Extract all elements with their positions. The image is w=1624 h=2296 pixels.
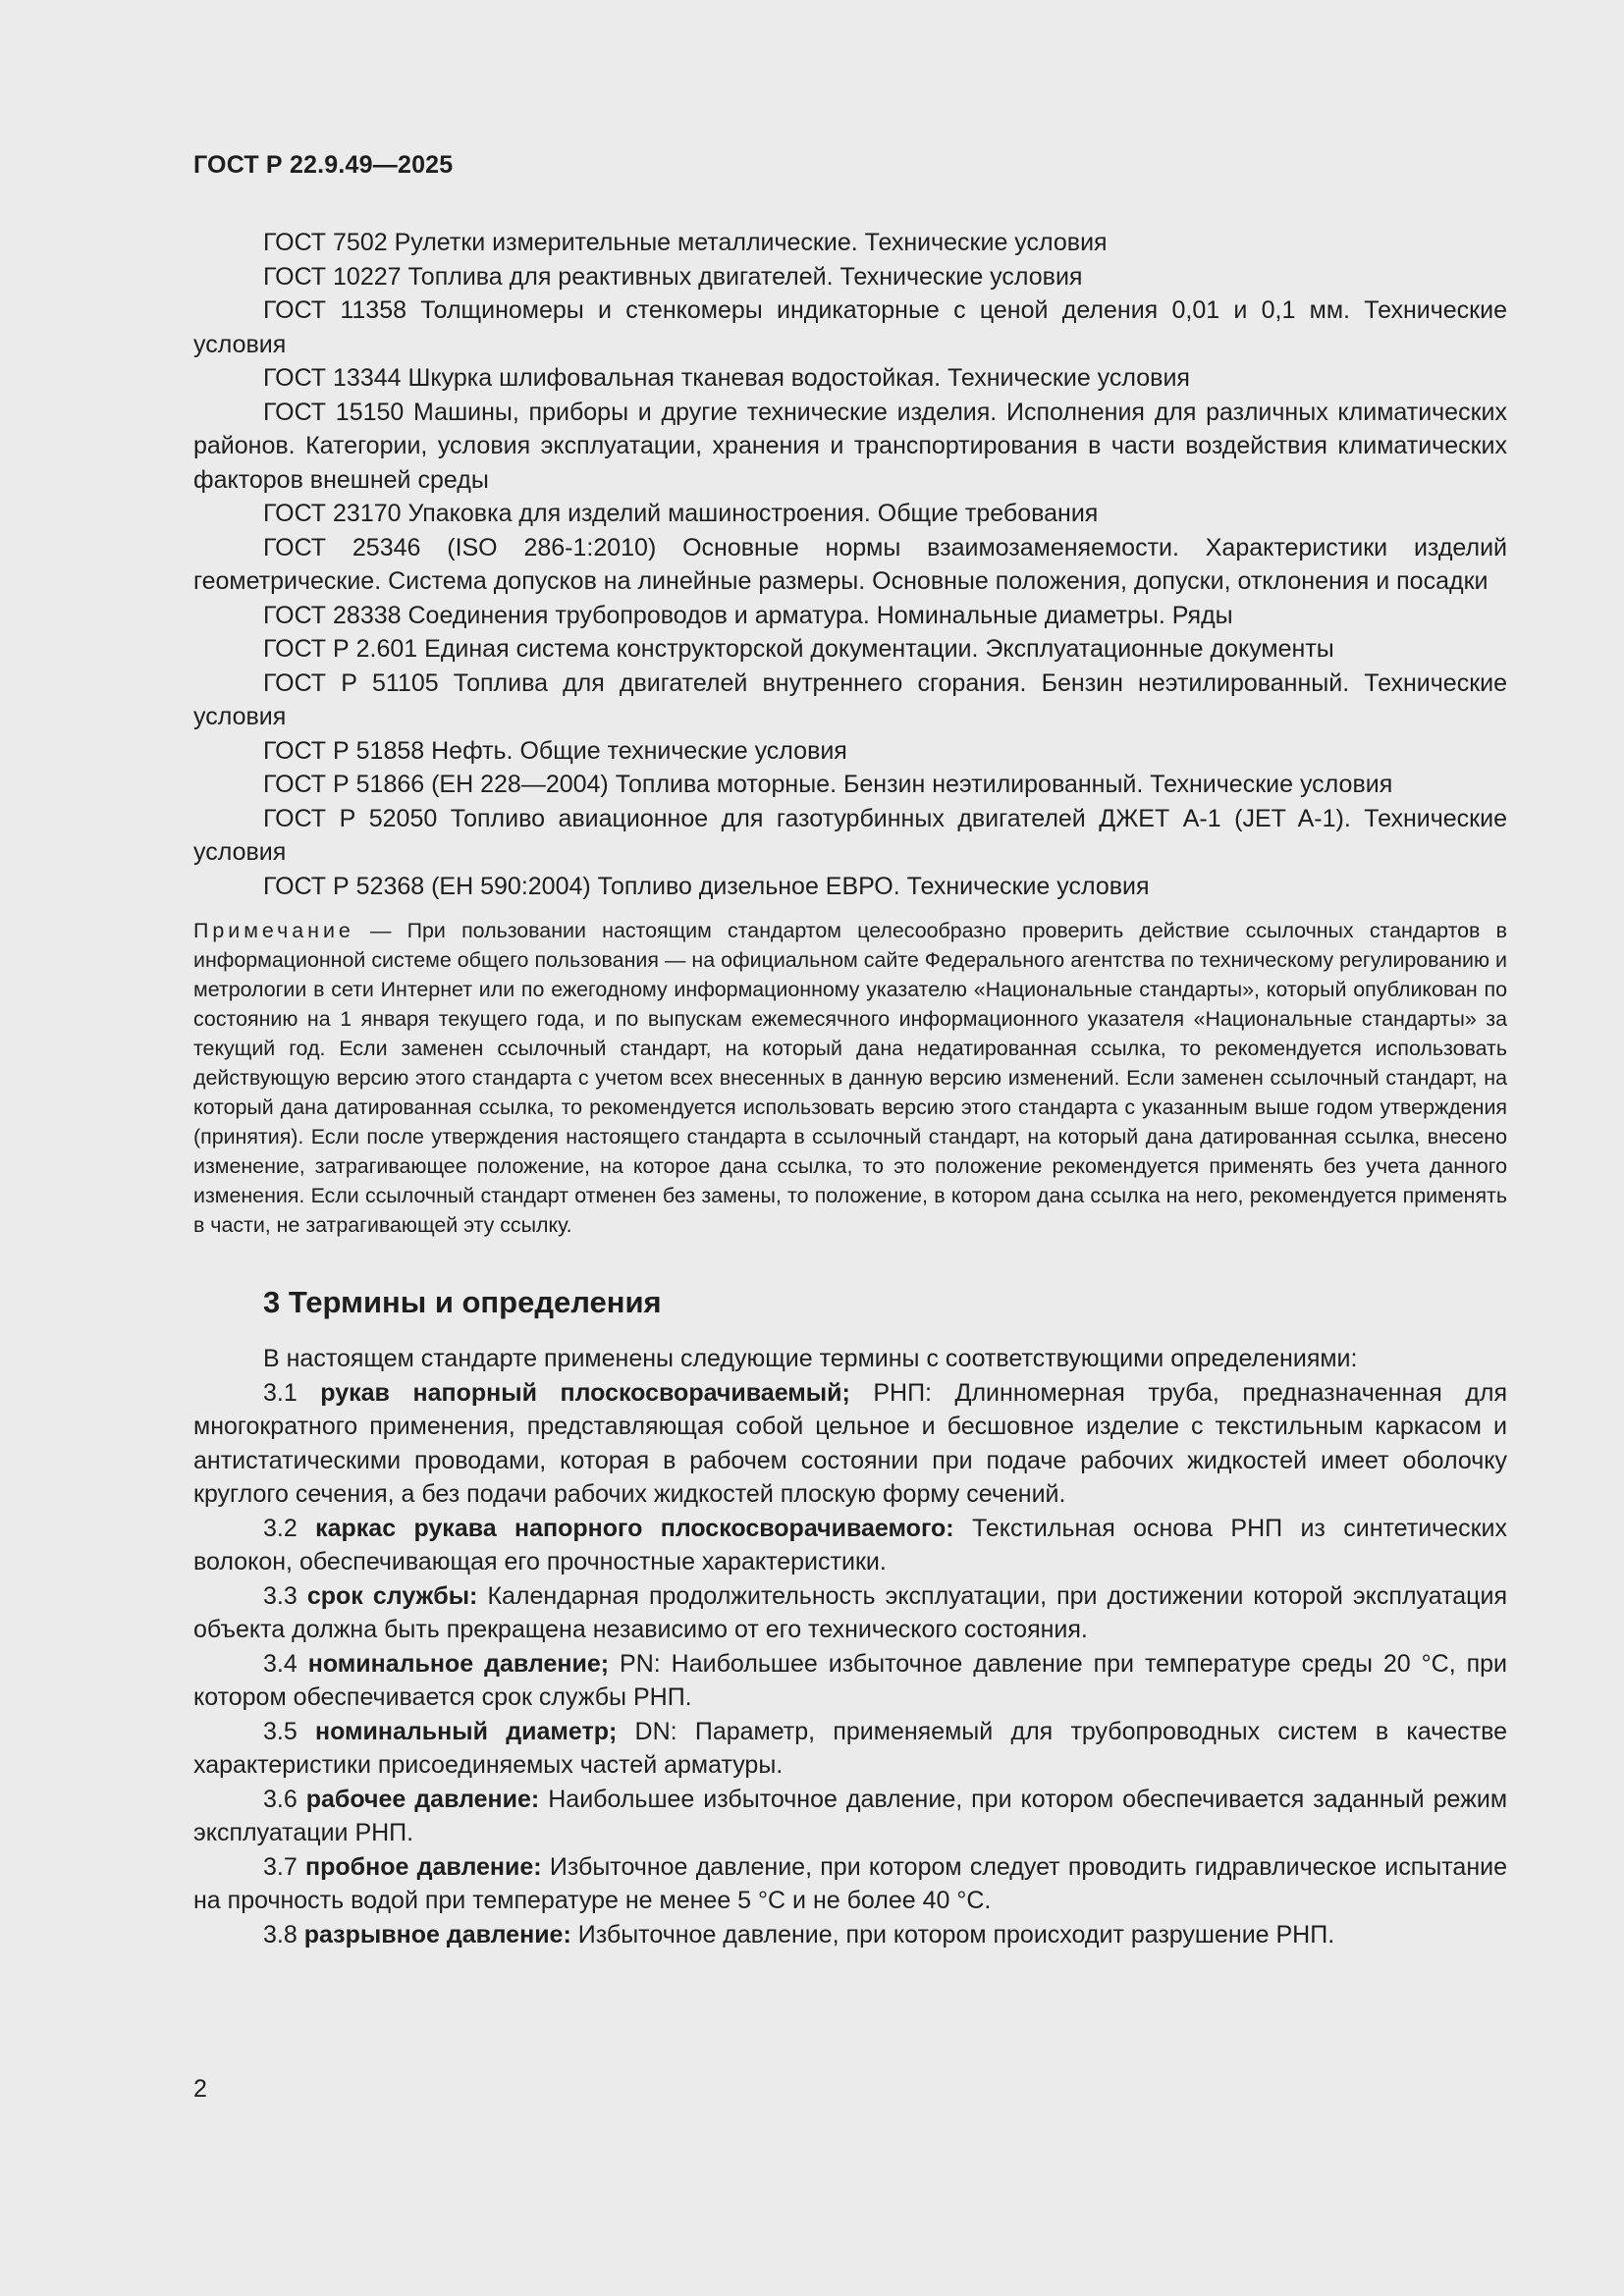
reference-item: ГОСТ 28338 Соединения трубопроводов и арматура. Номинальные диаметры. Ряды <box>263 601 1233 629</box>
term-number: 3.6 <box>263 1785 306 1813</box>
term-name: разрывное давление: <box>303 1920 571 1949</box>
reference-item: ГОСТ 23170 Упаковка для изделий машиностроения. Общие требования <box>263 500 1099 527</box>
reference-item: ГОСТ Р 51866 (ЕН 228—2004) Топлива моторные. Бензин неэтилированный. Технические условия <box>263 771 1393 798</box>
term-abbreviation: РНП: <box>849 1378 932 1407</box>
reference-item: ГОСТ 7502 Рулетки измерительные металлические. Технические условия <box>263 229 1108 256</box>
term-entry <box>193 1647 1507 1715</box>
reference-note <box>193 916 1507 1240</box>
reference-item: ГОСТ Р 2.601 Единая система конструкторской документации. Эксплуатационные документы <box>263 635 1334 663</box>
note-label: Примечание <box>193 919 354 942</box>
term-abbreviation: PN: <box>609 1649 661 1678</box>
term-abbreviation: DN: <box>617 1717 677 1745</box>
term-definition: Избыточное давление, при котором происходит разрушение РНП. <box>570 1920 1335 1949</box>
term-name: номинальное давление; <box>307 1649 610 1678</box>
term-number: 3.8 <box>263 1920 304 1949</box>
reference-item: ГОСТ 13344 Шкурка шлифовальная тканевая водостойкая. Технические условия <box>263 364 1190 392</box>
reference-item: ГОСТ Р 52050 Топливо авиационное для газотурбинных двигателей ДЖЕТ А-1 (JET A-1). Технические условия <box>193 804 1507 866</box>
term-name: срок службы: <box>306 1581 478 1610</box>
term-entry <box>193 1715 1507 1783</box>
term-entry <box>193 1579 1507 1647</box>
term-number: 3.2 <box>263 1514 316 1542</box>
reference-item: ГОСТ Р 52368 (ЕН 590:2004) Топливо дизельное ЕВРО. Технические условия <box>263 872 1150 900</box>
term-number: 3.1 <box>263 1378 321 1407</box>
term-number: 3.5 <box>263 1717 316 1745</box>
term-definition: Текстильная основа РНП из синтетических волокон, обеспечивающая его прочностные характеристики. <box>193 1514 1508 1575</box>
term-definition: Параметр, применяемый для трубопроводных систем в качестве характеристики присоединяемых частей арматуры. <box>193 1717 1507 1779</box>
term-definition: Календарная продолжительность эксплуатации, при достижении которой эксплуатация объекта должна быть прекращена независимо от его технического состояния. <box>193 1581 1507 1643</box>
term-entry <box>193 1783 1507 1850</box>
term-name: номинальный диаметр; <box>315 1717 618 1745</box>
document-body <box>193 226 1507 1951</box>
reference-item: ГОСТ 25346 (ISO 286-1:2010) Основные нормы взаимозаменяемости. Характеристики изделий геометрические. Система допусков на линейные размеры. Основные положения, допуски, отклонения и посадки <box>193 533 1507 595</box>
term-number: 3.3 <box>263 1581 307 1610</box>
term-name: каркас рукава напорного плоскосворачиваемого: <box>315 1514 954 1542</box>
note-text: — При пользовании настоящим стандартом целесообразно проверить действие ссылочных стандартов в информационной системе общего пользования — на официальном сайте Федерального агентства по техническому регулированию и метрологии в сети Интернет или по ежегодному информационному указателю «Национальные стандарты», который опубликован по состоянию на 1 января текущего года, и по выпускам ежемесячного информационного указателя «Национальные стандарты» за текущий год. Если заменен ссылочный стандарт, на который дана недатированная ссылка, то рекомендуется использовать действующую версию этого стандарта с учетом всех внесенных в данную версию изменений. Если заменен ссылочный стандарт, на который дана датированная ссылка, то рекомендуется использовать версию этого стандарта с указанным выше годом утверждения (принятия). Если после утверждения настоящего стандарта в ссылочный стандарт, на который дана датированная ссылка, внесено изменение, затрагивающее положение, на которое дана ссылка, то это положение рекомендуется применять без учета данного изменения. Если ссылочный стандарт отменен без замены, то положение, в котором дана ссылка на него, рекомендуется применять в части, не затрагивающей эту ссылку. <box>193 919 1507 1237</box>
page-number: 2 <box>193 2075 207 2103</box>
term-definition: Наибольшее избыточное давление при температуре среды 20 °С, при котором обеспечивается срок службы РНП. <box>193 1649 1508 1711</box>
term-name: рабочее давление: <box>305 1785 540 1813</box>
section-intro: В настоящем стандарте применены следующие термины с соответствующими определениями: <box>263 1345 1358 1372</box>
section-title: 3 Термины и определения <box>263 1285 662 1319</box>
term-name: пробное давление: <box>305 1852 542 1881</box>
term-number: 3.4 <box>263 1649 308 1678</box>
reference-item: ГОСТ Р 51105 Топлива для двигателей внутреннего сгорания. Бензин неэтилированный. Технические условия <box>193 668 1507 730</box>
term-definition: Длинномерная труба, предназначенная для многократного применения, представляющая собой цельное и бесшовное изделие с текстильным каркасом и антистатическими проводами, которая в рабочем состоянии при подаче рабочих жидкостей имеет оболочку круглого сечения, а без подачи рабочих жидкостей плоскую форму сечений. <box>193 1378 1507 1508</box>
term-entry <box>193 1512 1507 1579</box>
term-definition: Избыточное давление, при котором следует проводить гидравлическое испытание на прочность водой при температуре не менее 5 °С и не более 40 °С. <box>193 1852 1507 1914</box>
reference-item: ГОСТ 15150 Машины, приборы и другие технические изделия. Исполнения для различных климатических районов. Категории, условия эксплуатации, хранения и транспортирования в части воздействия климатических факторов внешней среды <box>193 398 1507 494</box>
reference-item: ГОСТ 11358 Толщиномеры и стенкомеры индикаторные с ценой деления 0,01 и 0,1 мм. Технические условия <box>193 296 1507 358</box>
document-header: ГОСТ Р 22.9.49—2025 <box>193 151 454 179</box>
reference-item: ГОСТ 10227 Топлива для реактивных двигателей. Технические условия <box>263 262 1083 291</box>
term-entry <box>193 1918 1507 1952</box>
term-name: рукав напорный плоскосворачиваемый; <box>320 1378 850 1407</box>
term-number: 3.7 <box>263 1852 306 1881</box>
term-entry <box>193 1850 1507 1918</box>
reference-item: ГОСТ Р 51858 Нефть. Общие технические условия <box>263 736 847 765</box>
term-definition: Наибольшее избыточное давление, при котором обеспечивается заданный режим эксплуатации РНП. <box>193 1785 1508 1846</box>
term-entry <box>193 1376 1507 1512</box>
